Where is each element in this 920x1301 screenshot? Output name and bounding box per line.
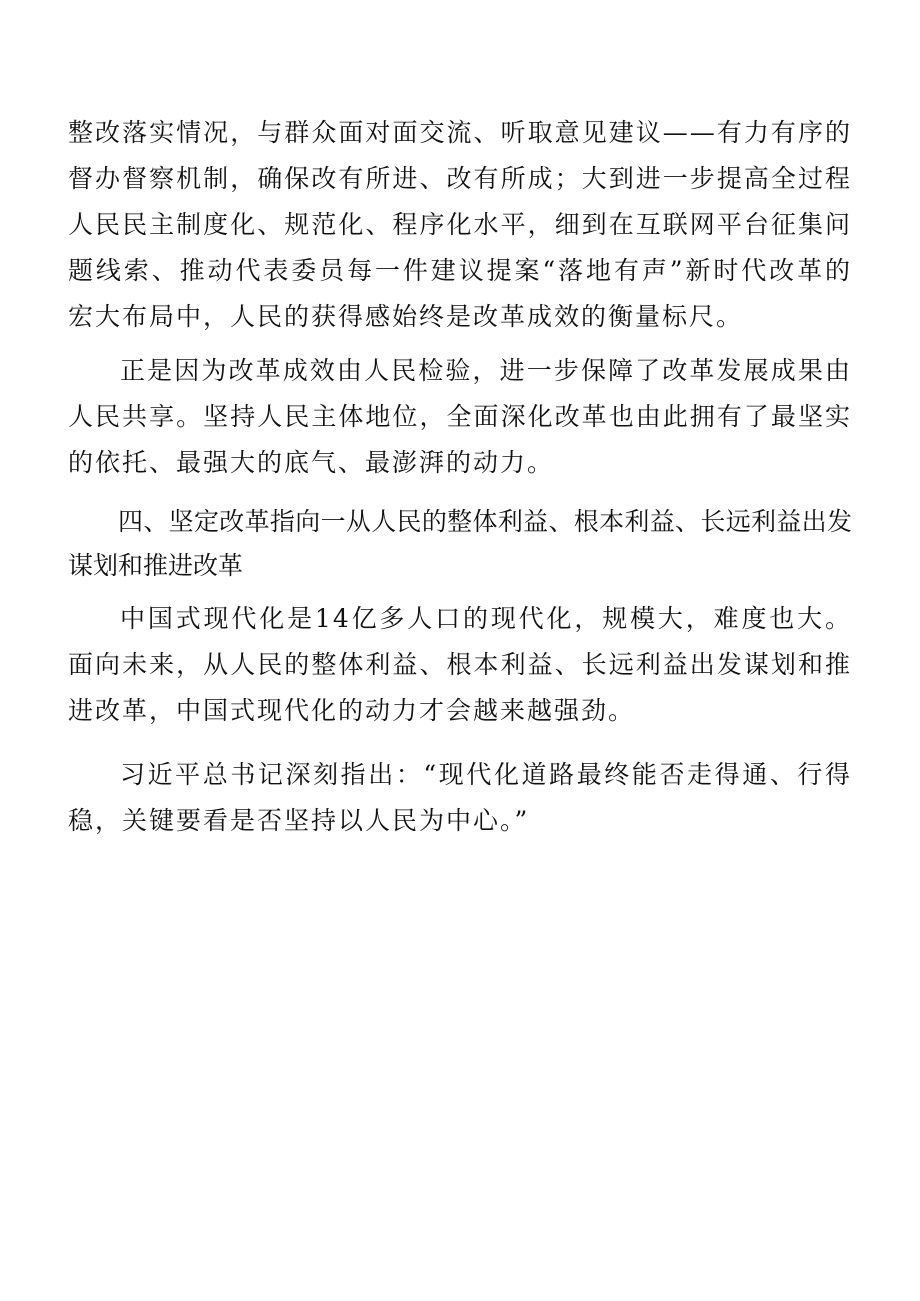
- section-heading-four: 四、坚定改革指向一从人民的整体利益、根本利益、长远利益出发谋划和推进改革: [68, 507, 852, 580]
- paragraph-reform-results-shared: 正是因为改革成效由人民检验，进一步保障了改革发展成果由人民共享。坚持人民主体地位，全面深化改革也由此拥有了最坚实的依托、最强大的底气、最澎湃的动力。: [68, 356, 852, 477]
- paragraph-reform-feedback: 整改落实情况，与群众面对面交流、听取意见建议——有力有序的督办督察机制，确保改有所进、改有所成；大到进一步提高全过程人民民主制度化、规范化、程序化水平，细到在互联网平台征集问题线索、推动代表委员每一件建议提案“落地有声”新时代改革的宏大布局中，人民的获得感始终是改革成效的衡量标尺。: [68, 118, 852, 331]
- paragraph-quote-xi: 习近平总书记深刻指出：“现代化道路最终能否走得通、行得稳，关键要看是否坚持以人民为中心。”: [68, 760, 852, 835]
- paragraph-chinese-modernization: 中国式现代化是14亿多人口的现代化，规模大，难度也大。面向未来，从人民的整体利益、根本利益、长远利益出发谋划和推进改革，中国式现代化的动力才会越来越强劲。: [68, 604, 852, 725]
